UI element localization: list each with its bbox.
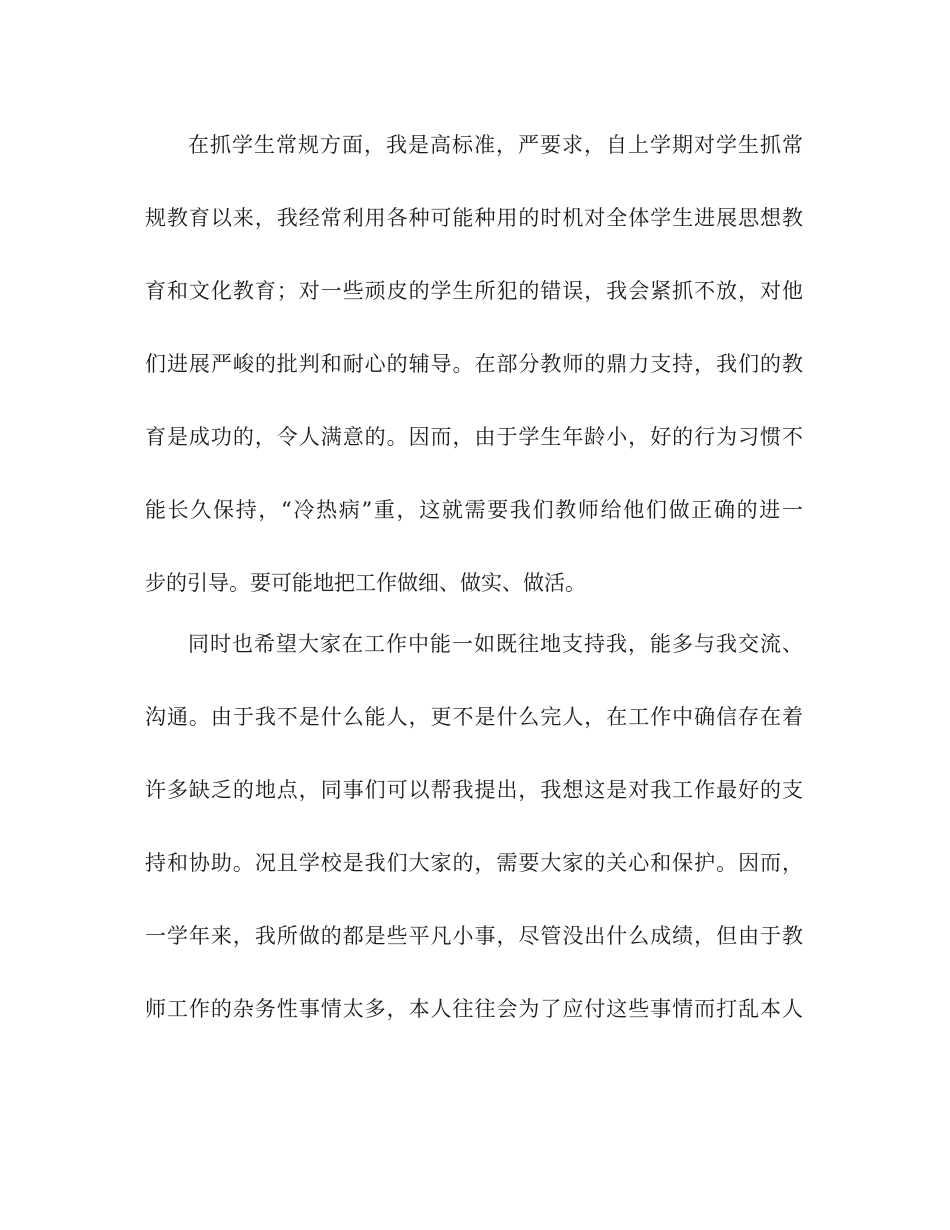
paragraph-2-line-6: 师工作的杂务性事情太多，本人往往会为了应付这些事情而打乱本人 [145, 997, 803, 1021]
paragraph-1-line-1: 在抓学生常规方面，我是高标准，严要求，自上学期对学生抓常 [188, 133, 803, 157]
paragraph-1-line-5: 育是成功的，令人满意的。因而，由于学生年龄小，好的行为习惯不 [145, 425, 803, 449]
paragraph-1-line-3: 育和文化教育；对一些顽皮的学生所犯的错误，我会紧抓不放，对他 [145, 279, 803, 303]
paragraph-1-line-7: 步的引导。要可能地把工作做细、做实、做活。 [145, 571, 586, 595]
paragraph-1-line-2: 规教育以来，我经常利用各种可能种用的时机对全体学生进展思想教 [145, 206, 803, 230]
paragraph-2-line-3: 许多缺乏的地点，同事们可以帮我提出，我想这是对我工作最好的支 [145, 778, 803, 802]
paragraph-1-line-4: 们进展严峻的批判和耐心的辅导。在部分教师的鼎力支持，我们的教 [145, 352, 803, 376]
paragraph-1-line-6: 能长久保持，“冷热病”重，这就需要我们教师给他们做正确的进一 [145, 498, 803, 522]
paragraph-2-line-1: 同时也希望大家在工作中能一如既往地支持我，能多与我交流、 [188, 632, 803, 656]
paragraph-2-line-5: 一学年来，我所做的都是些平凡小事，尽管没出什么成绩，但由于教 [145, 924, 803, 948]
paragraph-2-line-2: 沟通。由于我不是什么能人，更不是什么完人，在工作中确信存在着 [145, 705, 803, 729]
paragraph-2-line-4: 持和协助。况且学校是我们大家的，需要大家的关心和保护。因而， [145, 851, 803, 875]
